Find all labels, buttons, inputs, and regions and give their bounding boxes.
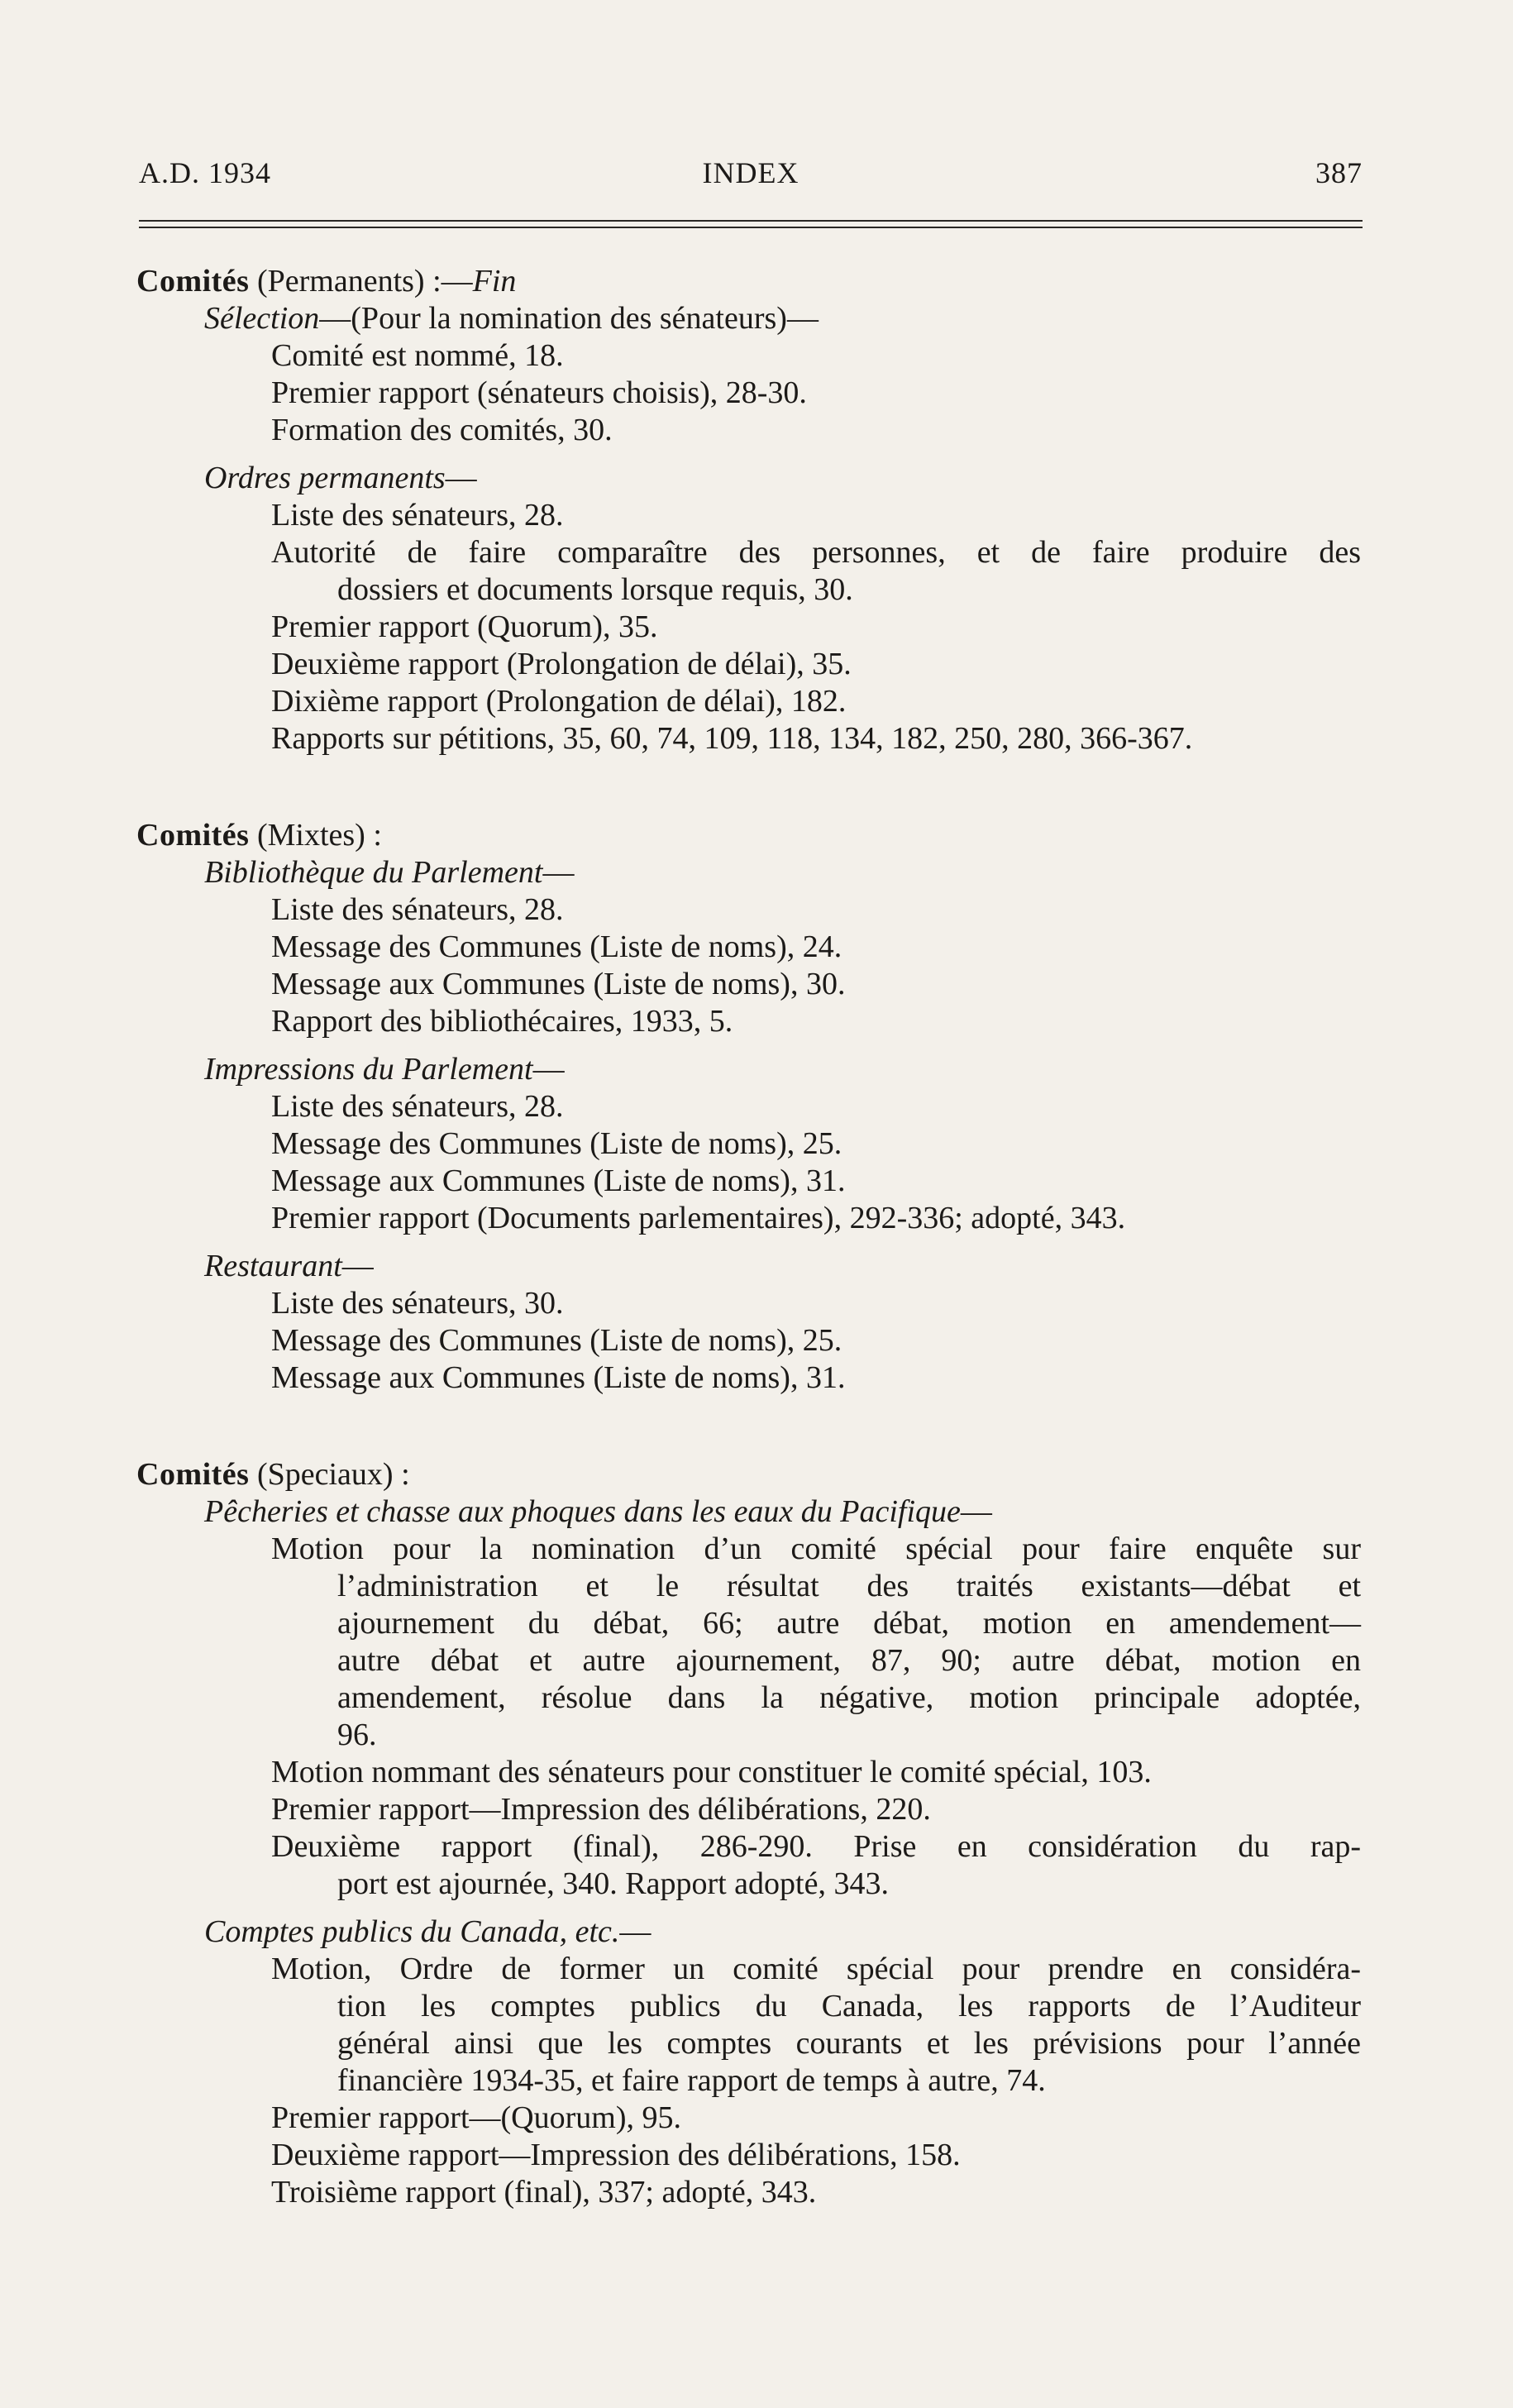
- index-entry: Premier rapport—Impression des délibérations, 220.: [271, 1792, 931, 1827]
- subheading-title: Pêcheries et chasse aux phoques dans les eaux du Pacifique: [204, 1494, 961, 1529]
- index-entry: Autorité de faire comparaître des personnes, et de faire produire des: [271, 535, 1361, 570]
- subheading-suffix: —: [445, 461, 477, 495]
- index-entry: Premier rapport (Documents parlementaires), 292-336; adopté, 343.: [271, 1201, 1126, 1235]
- subheading-title: Ordres permanents: [204, 461, 446, 495]
- subheading-title: Bibliothèque du Parlement: [204, 855, 543, 890]
- header-title: INDEX: [702, 156, 799, 189]
- index-entry-continuation: port est ajournée, 340. Rapport adopté, 343.: [337, 1866, 889, 1901]
- index-entry-continuation: financière 1934-35, et faire rapport de temps à autre, 74.: [337, 2063, 1046, 2098]
- index-entry: Liste des sénateurs, 30.: [271, 1286, 564, 1321]
- index-entry: Liste des sénateurs, 28.: [271, 498, 564, 533]
- index-entry: Rapport des bibliothécaires, 1933, 5.: [271, 1004, 733, 1039]
- index-entry: Message des Communes (Liste de noms), 25.: [271, 1126, 842, 1161]
- index-entry: Message des Communes (Liste de noms), 24.: [271, 929, 842, 964]
- index-entry-continuation: autre débat et autre ajournement, 87, 90; autre débat, motion en: [337, 1643, 1361, 1678]
- subheading: [136, 1248, 1364, 1285]
- subheading-title: Comptes publics du Canada, etc.: [204, 1914, 620, 1949]
- subheading-suffix: —: [532, 1052, 565, 1087]
- index-entry: Dixième rapport (Prolongation de délai), 182.: [271, 684, 847, 719]
- subheading: [136, 854, 1364, 891]
- index-entry-continuation: général ainsi que les comptes courants et les prévisions pour l’année: [337, 2026, 1361, 2061]
- index-entry: Deuxième rapport (Prolongation de délai), 35.: [271, 647, 852, 681]
- section-heading-word: Comités: [136, 1457, 250, 1492]
- index-entry: Message aux Communes (Liste de noms), 30.: [271, 967, 846, 1001]
- section-heading-qualifier: (Speciaux) :: [249, 1457, 410, 1492]
- section-heading: [136, 1456, 1364, 1493]
- subheading: [136, 460, 1364, 497]
- subheading: [136, 1493, 1364, 1531]
- subheading-suffix: —(Pour la nomination des sénateurs)—: [319, 301, 819, 336]
- index-entry: Liste des sénateurs, 28.: [271, 1089, 564, 1124]
- index-entry: Message aux Communes (Liste de noms), 31.: [271, 1163, 846, 1198]
- index-entry: Premier rapport (sénateurs choisis), 28-30.: [271, 375, 807, 410]
- subheading-suffix: —: [341, 1249, 374, 1283]
- section-heading: [136, 263, 1364, 300]
- index-entry: Message des Communes (Liste de noms), 25.: [271, 1323, 842, 1358]
- section-heading-word: Comités: [136, 818, 250, 853]
- index-entry: Comité est nommé, 18.: [271, 338, 564, 373]
- index-content: [136, 263, 1364, 2211]
- subheading-suffix: —: [619, 1914, 651, 1949]
- subheading-title: Restaurant: [204, 1249, 342, 1283]
- section-heading: [136, 817, 1364, 854]
- index-entry: Deuxième rapport—Impression des délibérations, 158.: [271, 2138, 961, 2172]
- subheading-suffix: —: [542, 855, 575, 890]
- index-entry: Deuxième rapport (final), 286-290. Prise en considération du rap-: [271, 1829, 1361, 1864]
- section-heading-word: Comités: [136, 264, 250, 299]
- subheading-suffix: —: [960, 1494, 992, 1529]
- index-entry: Troisième rapport (final), 337; adopté, 343.: [271, 2175, 817, 2210]
- index-entry-continuation: ajournement du débat, 66; autre débat, motion en amendement—: [337, 1606, 1361, 1641]
- page-number: 387: [1315, 156, 1363, 189]
- index-entry: Premier rapport—(Quorum), 95.: [271, 2100, 681, 2135]
- index-entry: Premier rapport (Quorum), 35.: [271, 609, 658, 644]
- index-entry: Motion pour la nomination d’un comité spécial pour faire enquête sur: [271, 1531, 1361, 1566]
- section-heading-qualifier: (Permanents) :—: [249, 264, 473, 299]
- index-entry: Motion, Ordre de former un comité spécial pour prendre en considéra-: [271, 1952, 1361, 1986]
- index-entry: Message aux Communes (Liste de noms), 31.: [271, 1360, 846, 1395]
- subheading: [136, 1051, 1364, 1088]
- index-entry-continuation: amendement, résolue dans la négative, motion principale adoptée,: [337, 1680, 1361, 1715]
- index-entry-continuation: 96.: [337, 1718, 377, 1752]
- section-heading-qualifier: (Mixtes) :: [249, 818, 382, 853]
- index-entry-continuation: tion les comptes publics du Canada, les rapports de l’Auditeur: [337, 1989, 1361, 2023]
- section-heading-continuation: Fin: [472, 264, 517, 299]
- index-entry-continuation: l’administration et le résultat des traités existants—débat et: [337, 1569, 1361, 1603]
- index-entry: Liste des sénateurs, 28.: [271, 892, 564, 927]
- subheading: [136, 1913, 1364, 1951]
- subheading-title: Impressions du Parlement: [204, 1052, 533, 1087]
- subheading: [136, 300, 1364, 337]
- header-double-rule: [139, 220, 1363, 228]
- subheading-title: Sélection: [204, 301, 320, 336]
- header-year: A.D. 1934: [139, 156, 271, 189]
- index-entry: Rapports sur pétitions, 35, 60, 74, 109, 118, 134, 182, 250, 280, 366-367.: [271, 721, 1193, 756]
- index-entry: Motion nommant des sénateurs pour constituer le comité spécial, 103.: [271, 1755, 1152, 1789]
- index-entry-continuation: dossiers et documents lorsque requis, 30.: [337, 572, 853, 607]
- page-header: [139, 155, 1363, 197]
- index-entry: Formation des comités, 30.: [271, 413, 613, 447]
